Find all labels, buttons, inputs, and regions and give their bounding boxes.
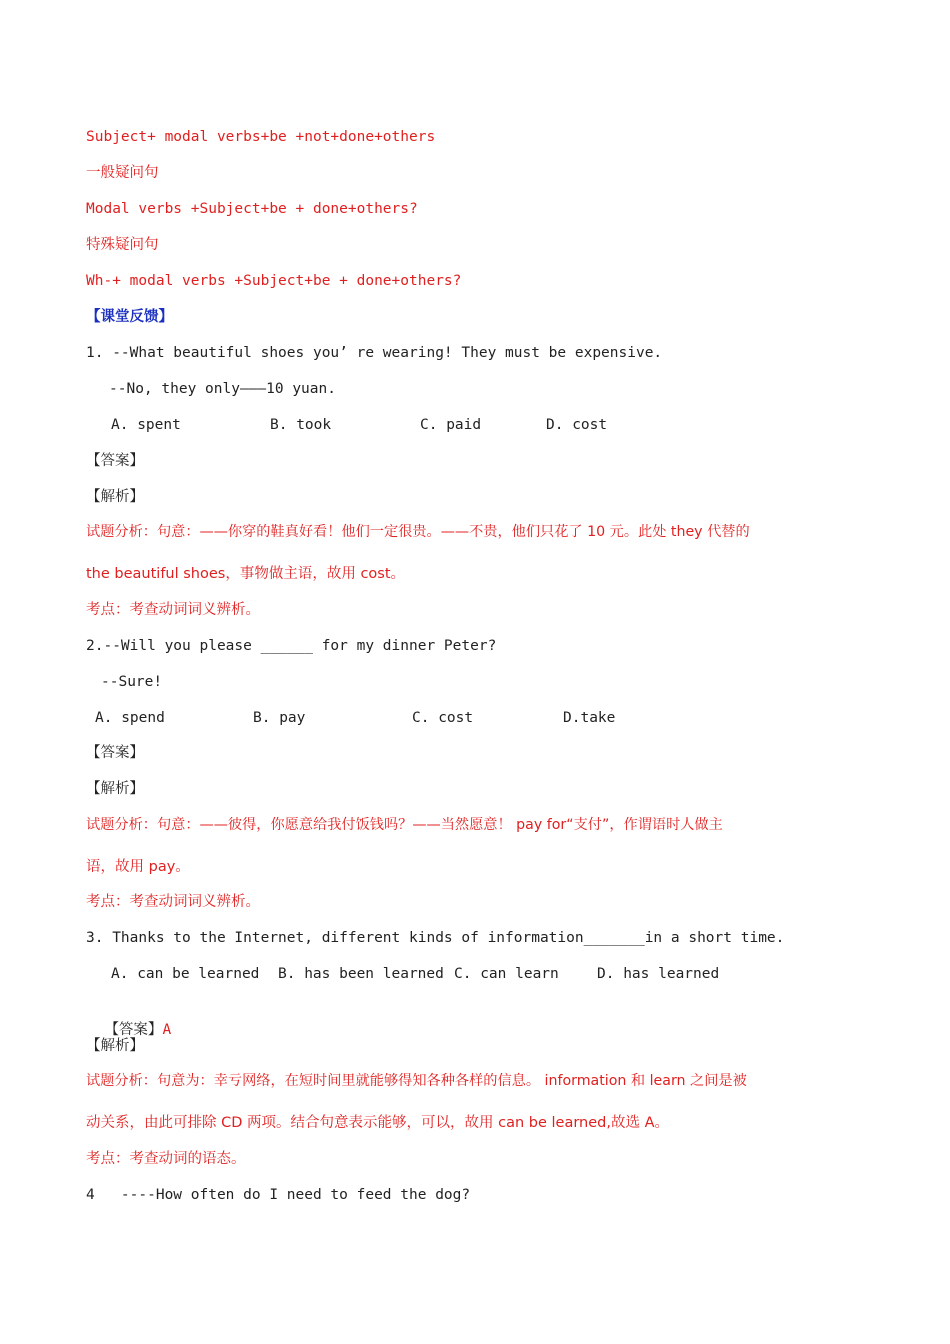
q3-option-b: B. has been learned: [278, 966, 444, 982]
q3-answer-label: 【答案】: [104, 1022, 163, 1038]
q1-option-a: A. spent: [111, 417, 181, 433]
q3-line1: 3. Thanks to the Internet, different kinds of information_______in a short time.: [86, 930, 785, 946]
q2-point: 考点：考查动词词义辨析。: [86, 894, 260, 910]
q2-line2: --Sure!: [101, 674, 163, 690]
q3-analysis-label: 【解析】: [86, 1038, 144, 1054]
general-question-title: 一般疑问句: [86, 165, 159, 181]
q2-line1: 2.--Will you please ______ for my dinner Peter?: [86, 638, 497, 654]
q3-analysis-line2: 动关系，由此可排除 CD 两项。结合句意表示能够，可以，故用 can be learned,故选 A。: [86, 1115, 669, 1131]
q3-answer-value: A: [162, 1022, 172, 1038]
special-question-title: 特殊疑问句: [86, 237, 159, 253]
q3-point: 考点：考查动词的语态。: [86, 1151, 246, 1167]
q2-option-c: C. cost: [412, 710, 474, 726]
q1-option-c: C. paid: [420, 417, 482, 433]
q1-analysis-line1: 试题分析：句意：——你穿的鞋真好看！他们一定很贵。——不贵，他们只花了 10 元。此处 they 代替的: [86, 524, 750, 540]
q1-analysis-line2: the beautiful shoes，事物做主语，故用 cost。: [86, 566, 406, 582]
q1-line1: 1. --What beautiful shoes you’ re wearing! They must be expensive.: [86, 345, 663, 361]
q1-line2: --No, they only———10 yuan.: [109, 381, 336, 397]
q2-option-d: D.take: [563, 710, 616, 726]
q1-option-b: B. took: [270, 417, 332, 433]
q2-option-b: B. pay: [253, 710, 306, 726]
q3-option-a: A. can be learned: [111, 966, 260, 982]
q2-answer-label: 【答案】: [86, 745, 144, 761]
q1-option-d: D. cost: [546, 417, 608, 433]
q1-analysis-label: 【解析】: [86, 489, 144, 505]
q1-point: 考点：考查动词词义辨析。: [86, 602, 260, 618]
negative-formula: Subject+ modal verbs+be +not+done+others: [86, 129, 436, 145]
q3-option-c: C. can learn: [454, 966, 559, 982]
section-title: 【课堂反馈】: [86, 309, 173, 325]
general-question-formula: Modal verbs +Subject+be + done+others?: [86, 201, 418, 217]
q2-analysis-line1: 试题分析：句意：——彼得，你愿意给我付饭钱吗？——当然愿意！ pay for“支付”，作谓语时人做主: [86, 817, 723, 833]
q3-analysis-line1: 试题分析：句意为：幸亏网络，在短时间里就能够得知各种各样的信息。 information 和 learn 之间是被: [86, 1073, 747, 1089]
q4-line1: 4 ----How often do I need to feed the dog?: [86, 1187, 471, 1203]
q3-option-d: D. has learned: [597, 966, 720, 982]
q2-option-a: A. spend: [95, 710, 165, 726]
q1-answer-label: 【答案】: [86, 453, 144, 469]
q2-analysis-label: 【解析】: [86, 781, 144, 797]
q2-analysis-line2: 语，故用 pay。: [86, 859, 190, 875]
special-question-formula: Wh-+ modal verbs +Subject+be + done+others?: [86, 273, 462, 289]
